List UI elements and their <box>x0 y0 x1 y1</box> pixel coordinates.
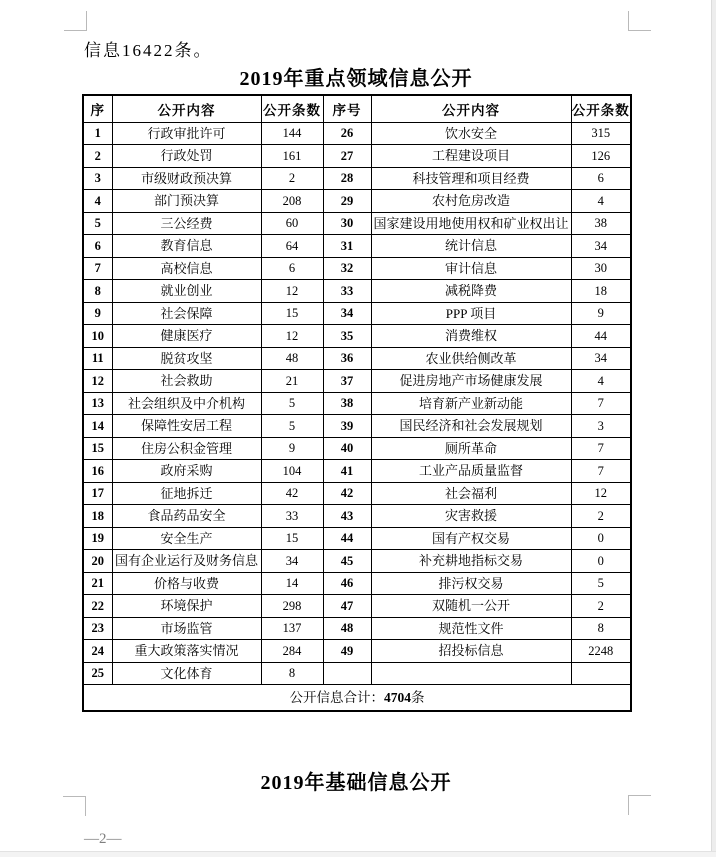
count-left: 12 <box>261 280 323 303</box>
row-no-left: 5 <box>83 212 112 235</box>
content-right: 社会福利 <box>371 482 571 505</box>
total-cell <box>83 685 631 711</box>
margin-corner-mark-bottom-left <box>63 796 86 816</box>
row-no-left: 22 <box>83 595 112 618</box>
count-left: 9 <box>261 437 323 460</box>
content-right: 科技管理和项目经费 <box>371 167 571 190</box>
content-left: 政府采购 <box>112 460 261 483</box>
content-right: 规范性文件 <box>371 617 571 640</box>
count-right: 126 <box>571 145 631 168</box>
row-no-left: 11 <box>83 347 112 370</box>
row-no-left: 23 <box>83 617 112 640</box>
row-no-right: 26 <box>323 122 371 145</box>
table-row <box>83 505 631 528</box>
row-no-right: 37 <box>323 370 371 393</box>
row-no-right <box>323 662 371 685</box>
row-no-right: 38 <box>323 392 371 415</box>
row-no-left: 6 <box>83 235 112 258</box>
row-no-left: 13 <box>83 392 112 415</box>
table-row <box>83 482 631 505</box>
row-no-left: 10 <box>83 325 112 348</box>
row-no-left: 4 <box>83 190 112 213</box>
content-left: 脱贫攻坚 <box>112 347 261 370</box>
count-right: 18 <box>571 280 631 303</box>
content-right: 消费维权 <box>371 325 571 348</box>
count-left: 48 <box>261 347 323 370</box>
count-right: 2 <box>571 505 631 528</box>
row-no-right: 44 <box>323 527 371 550</box>
table-row <box>83 595 631 618</box>
table-row <box>83 640 631 663</box>
row-no-right: 49 <box>323 640 371 663</box>
content-left: 高校信息 <box>112 257 261 280</box>
count-left: 64 <box>261 235 323 258</box>
row-no-left: 14 <box>83 415 112 438</box>
row-no-left: 24 <box>83 640 112 663</box>
row-no-left: 21 <box>83 572 112 595</box>
content-right: 农业供给侧改革 <box>371 347 571 370</box>
count-right: 0 <box>571 527 631 550</box>
count-right: 30 <box>571 257 631 280</box>
count-right: 34 <box>571 347 631 370</box>
intro-text: 信息16422条。 <box>84 41 213 60</box>
table-total-row <box>83 685 631 711</box>
table-row <box>83 302 631 325</box>
content-right: 双随机一公开 <box>371 595 571 618</box>
table-row <box>83 550 631 573</box>
content-right: 工业产品质量监督 <box>371 460 571 483</box>
content-left: 行政处罚 <box>112 145 261 168</box>
content-left: 征地拆迁 <box>112 482 261 505</box>
row-no-right: 34 <box>323 302 371 325</box>
content-left: 重大政策落实情况 <box>112 640 261 663</box>
content-right <box>371 662 571 685</box>
content-right: PPP 项目 <box>371 302 571 325</box>
content-right: 培育新产业新动能 <box>371 392 571 415</box>
count-left: 208 <box>261 190 323 213</box>
row-no-left: 8 <box>83 280 112 303</box>
page-edge-bottom <box>0 851 716 857</box>
row-no-left: 3 <box>83 167 112 190</box>
count-left: 137 <box>261 617 323 640</box>
content-right: 农村危房改造 <box>371 190 571 213</box>
count-right: 7 <box>571 460 631 483</box>
header-content-right: 公开内容 <box>371 95 571 122</box>
count-right: 4 <box>571 370 631 393</box>
count-right: 9 <box>571 302 631 325</box>
count-right: 315 <box>571 122 631 145</box>
content-left: 保障性安居工程 <box>112 415 261 438</box>
count-right: 5 <box>571 572 631 595</box>
row-no-left: 12 <box>83 370 112 393</box>
row-no-right: 47 <box>323 595 371 618</box>
page-number: —2— <box>84 831 122 847</box>
content-left: 社会组织及中介机构 <box>112 392 261 415</box>
count-left: 34 <box>261 550 323 573</box>
table-row <box>83 617 631 640</box>
row-no-right: 29 <box>323 190 371 213</box>
count-left: 15 <box>261 527 323 550</box>
content-right: 促进房地产市场健康发展 <box>371 370 571 393</box>
header-seq-left: 序 <box>83 95 112 122</box>
count-right: 6 <box>571 167 631 190</box>
row-no-left: 15 <box>83 437 112 460</box>
count-right: 7 <box>571 392 631 415</box>
row-no-left: 1 <box>83 122 112 145</box>
content-left: 市场监管 <box>112 617 261 640</box>
count-left: 15 <box>261 302 323 325</box>
row-no-left: 7 <box>83 257 112 280</box>
count-left: 12 <box>261 325 323 348</box>
count-right: 8 <box>571 617 631 640</box>
row-no-left: 20 <box>83 550 112 573</box>
table-row <box>83 572 631 595</box>
content-left: 安全生产 <box>112 527 261 550</box>
page-edge-right <box>711 0 716 857</box>
table-row <box>83 415 631 438</box>
content-left: 教育信息 <box>112 235 261 258</box>
table-row <box>83 190 631 213</box>
row-no-right: 33 <box>323 280 371 303</box>
count-left: 104 <box>261 460 323 483</box>
row-no-left: 17 <box>83 482 112 505</box>
content-left: 环境保护 <box>112 595 261 618</box>
count-left: 33 <box>261 505 323 528</box>
content-left: 就业创业 <box>112 280 261 303</box>
count-right: 38 <box>571 212 631 235</box>
content-right: 饮水安全 <box>371 122 571 145</box>
row-no-right: 42 <box>323 482 371 505</box>
row-no-right: 36 <box>323 347 371 370</box>
table-row <box>83 392 631 415</box>
header-count-left: 公开条数 <box>261 95 323 122</box>
row-no-right: 28 <box>323 167 371 190</box>
count-left: 5 <box>261 392 323 415</box>
header-count-right: 公开条数 <box>571 95 631 122</box>
row-no-left: 19 <box>83 527 112 550</box>
count-right: 2248 <box>571 640 631 663</box>
count-left: 6 <box>261 257 323 280</box>
content-right: 减税降费 <box>371 280 571 303</box>
content-left: 社会保障 <box>112 302 261 325</box>
row-no-right: 39 <box>323 415 371 438</box>
content-left: 国有企业运行及财务信息 <box>112 550 261 573</box>
row-no-left: 16 <box>83 460 112 483</box>
row-no-right: 35 <box>323 325 371 348</box>
main-table-title: 2019年重点领域信息公开 <box>239 68 473 90</box>
table-row <box>83 122 631 145</box>
content-right: 招投标信息 <box>371 640 571 663</box>
count-right: 4 <box>571 190 631 213</box>
count-left: 60 <box>261 212 323 235</box>
content-right: 工程建设项目 <box>371 145 571 168</box>
row-no-right: 45 <box>323 550 371 573</box>
count-left: 14 <box>261 572 323 595</box>
table-row <box>83 662 631 685</box>
table-row <box>83 325 631 348</box>
table-row <box>83 437 631 460</box>
count-right: 12 <box>571 482 631 505</box>
table-row <box>83 235 631 258</box>
content-right: 审计信息 <box>371 257 571 280</box>
content-right: 补充耕地指标交易 <box>371 550 571 573</box>
content-left: 食品药品安全 <box>112 505 261 528</box>
count-right: 3 <box>571 415 631 438</box>
total-value: 4704 <box>384 689 411 705</box>
content-left: 三公经费 <box>112 212 261 235</box>
table-header-row <box>83 95 631 122</box>
table-row <box>83 280 631 303</box>
header-content-left: 公开内容 <box>112 95 261 122</box>
content-left: 部门预决算 <box>112 190 261 213</box>
table-row <box>83 212 631 235</box>
content-right: 排污权交易 <box>371 572 571 595</box>
second-table-title: 2019年基础信息公开 <box>260 772 452 794</box>
count-left: 298 <box>261 595 323 618</box>
count-right: 2 <box>571 595 631 618</box>
count-right: 44 <box>571 325 631 348</box>
table-row <box>83 167 631 190</box>
content-left: 健康医疗 <box>112 325 261 348</box>
margin-corner-mark-top-right <box>628 11 651 31</box>
table-row <box>83 257 631 280</box>
row-no-right: 43 <box>323 505 371 528</box>
content-right: 国民经济和社会发展规划 <box>371 415 571 438</box>
row-no-right: 48 <box>323 617 371 640</box>
count-left: 5 <box>261 415 323 438</box>
row-no-right: 40 <box>323 437 371 460</box>
content-left: 行政审批许可 <box>112 122 261 145</box>
row-no-right: 32 <box>323 257 371 280</box>
count-right: 34 <box>571 235 631 258</box>
row-no-right: 41 <box>323 460 371 483</box>
count-left: 284 <box>261 640 323 663</box>
content-right: 厕所革命 <box>371 437 571 460</box>
table-row <box>83 460 631 483</box>
row-no-right: 30 <box>323 212 371 235</box>
table-row <box>83 347 631 370</box>
content-left: 市级财政预决算 <box>112 167 261 190</box>
count-left: 144 <box>261 122 323 145</box>
count-right: 0 <box>571 550 631 573</box>
content-right: 国有产权交易 <box>371 527 571 550</box>
count-left: 21 <box>261 370 323 393</box>
header-seq-right: 序号 <box>323 95 371 122</box>
table-row <box>83 145 631 168</box>
content-right: 统计信息 <box>371 235 571 258</box>
count-right: 7 <box>571 437 631 460</box>
report-table-body <box>83 122 631 685</box>
count-left: 161 <box>261 145 323 168</box>
key-areas-disclosure-table <box>82 94 632 712</box>
total-label: 公开信息合计： <box>289 689 384 705</box>
margin-corner-mark-bottom-right <box>628 795 651 815</box>
row-no-left: 9 <box>83 302 112 325</box>
row-no-left: 25 <box>83 662 112 685</box>
count-left: 8 <box>261 662 323 685</box>
content-right: 灾害救援 <box>371 505 571 528</box>
total-unit: 条 <box>411 689 425 705</box>
content-left: 文化体育 <box>112 662 261 685</box>
table-row <box>83 370 631 393</box>
table-row <box>83 527 631 550</box>
row-no-left: 2 <box>83 145 112 168</box>
content-right: 国家建设用地使用权和矿业权出让 <box>371 212 571 235</box>
row-no-left: 18 <box>83 505 112 528</box>
margin-corner-mark-top-left <box>64 11 87 31</box>
content-left: 价格与收费 <box>112 572 261 595</box>
count-left: 2 <box>261 167 323 190</box>
count-left: 42 <box>261 482 323 505</box>
content-left: 社会救助 <box>112 370 261 393</box>
count-right <box>571 662 631 685</box>
row-no-right: 27 <box>323 145 371 168</box>
row-no-right: 46 <box>323 572 371 595</box>
row-no-right: 31 <box>323 235 371 258</box>
content-left: 住房公积金管理 <box>112 437 261 460</box>
